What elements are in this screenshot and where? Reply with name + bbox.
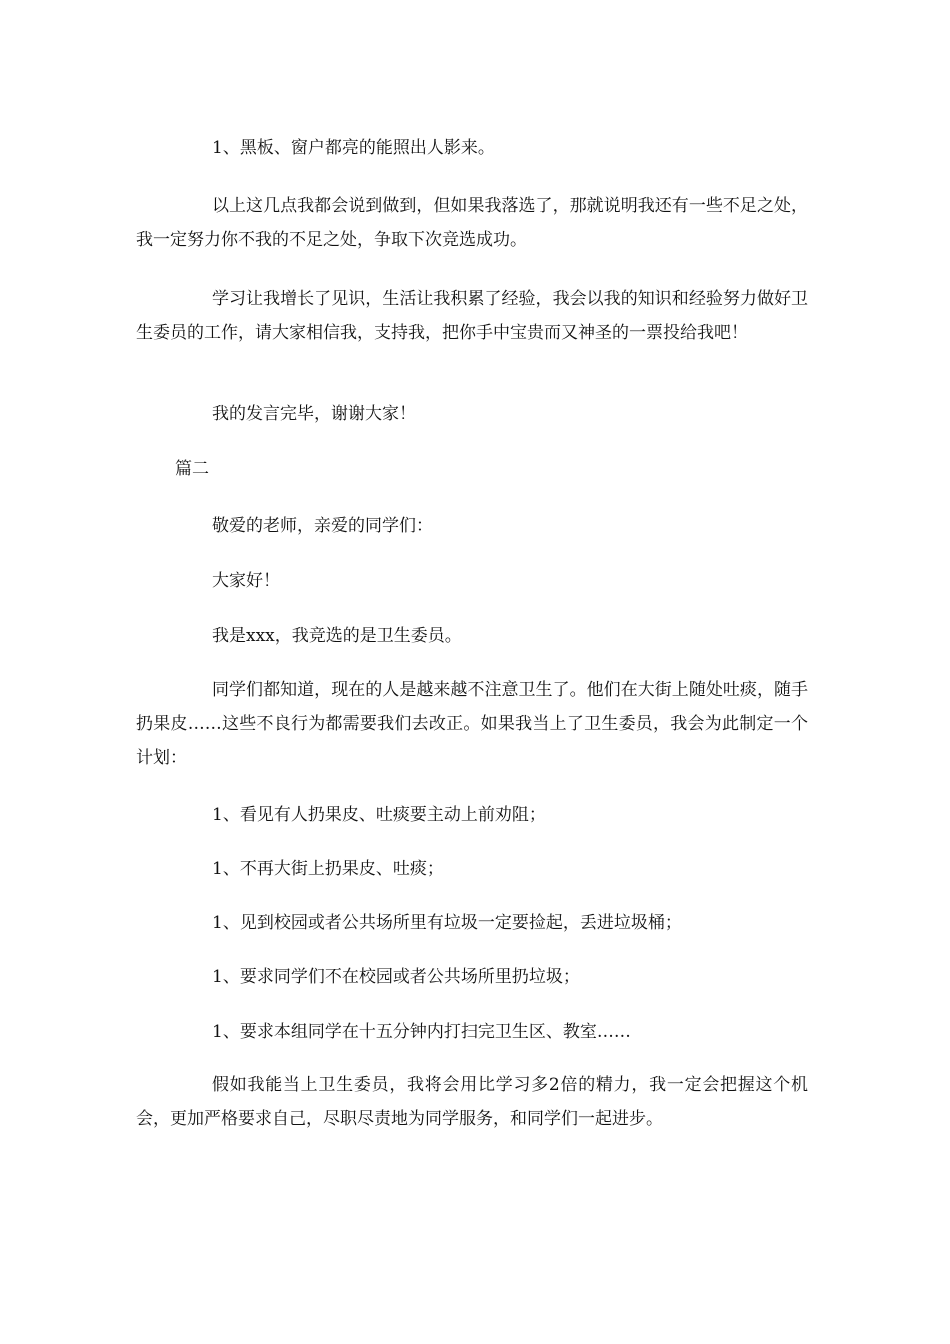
plan-item: 1、看见有人扔果皮、吐痰要主动上前劝阻；: [212, 805, 546, 825]
paragraph-introduction: 我是xxx，我竞选的是卫生委员。: [212, 626, 462, 646]
paragraph-hygiene-issue: 同学们都知道，现在的人是越来越不注意卫生了。他们在大街上随处吐痰，随手扔果皮……这些不良行为都需要我们去改正。如果我当上了卫生委员，我会为此制定一个计划：: [136, 680, 808, 768]
paragraph-closing: 我的发言完毕，谢谢大家！: [212, 404, 416, 424]
paragraph-hello: 大家好！: [212, 571, 280, 591]
paragraph-promise: 以上这几点我都会说到做到，但如果我落选了，那就说明我还有一些不足之处，我一定努力你不我的不足之处，争取下次竞选成功。: [136, 196, 808, 250]
paragraph-vote-request: 学习让我增长了见识，生活让我积累了经验，我会以我的知识和经验努力做好卫生委员的工作，请大家相信我，支持我，把你手中宝贵而又神圣的一票投给我吧！: [136, 289, 808, 343]
section-title: 篇二: [175, 459, 209, 479]
paragraph-commitment: 假如我能当上卫生委员，我将会用比学习多2倍的精力，我一定会把握这个机会，更加严格要求自己，尽职尽责地为同学服务，和同学们一起进步。: [136, 1075, 808, 1129]
plan-item: 1、要求本组同学在十五分钟内打扫完卫生区、教室……: [212, 1022, 631, 1042]
plan-item: 1、要求同学们不在校园或者公共场所里扔垃圾；: [212, 967, 580, 987]
plan-item: 1、不再大街上扔果皮、吐痰；: [212, 859, 444, 879]
paragraph-blackboard: 1、黑板、窗户都亮的能照出人影来。: [212, 138, 495, 158]
paragraph-greeting-salutation: 敬爱的老师，亲爱的同学们：: [212, 516, 433, 536]
plan-item: 1、见到校园或者公共场所里有垃圾一定要捡起，丢进垃圾桶；: [212, 913, 682, 933]
